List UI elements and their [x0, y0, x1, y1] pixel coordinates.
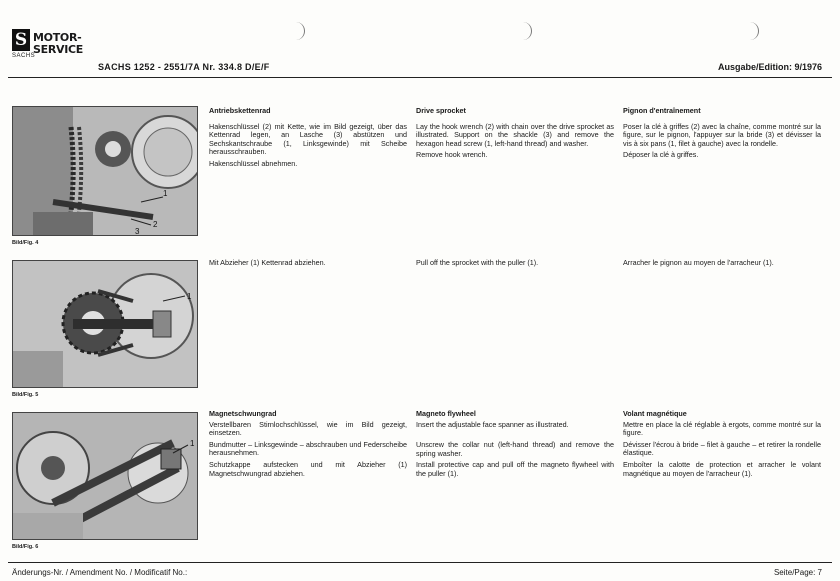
logo-line-1: MOTOR-: [33, 31, 82, 44]
figure-6-caption: Bild/Fig. 6: [12, 544, 39, 550]
paragraph: Bundmutter – Linksgewinde – abschrauben und Federscheibe herausnehmen.: [209, 439, 407, 458]
paragraph: Arracher le pignon au moyen de l'arracheur (1).: [623, 258, 774, 267]
section-3-german: [209, 410, 407, 481]
paragraph: Poser la clé à griffes (2) avec la chaîne, comme montré sur la figure, sur le pignon, l'appuyer sur la bride (3) et dévisser la vis à six pans (1, filet à gauche) avec la rondelle.: [623, 121, 821, 148]
paragraph: Pull off the sprocket with the puller (1).: [416, 258, 539, 267]
sachs-motor-service-logo: [12, 29, 83, 69]
page-number: Seite/Page: 7: [773, 568, 822, 577]
paragraph: Mettre en place la clé réglable à ergots, comme montré sur la figure.: [623, 419, 821, 438]
logo-s-mark: S: [12, 29, 30, 51]
section-3-french: [623, 410, 821, 481]
paragraph: Remove hook wrench.: [416, 150, 488, 160]
logo-line-2: SERVICE: [33, 43, 83, 56]
heading-de: Magnetschwungrad: [209, 409, 277, 418]
section-1-french: [623, 107, 821, 163]
section-1-english: [416, 107, 614, 163]
model-number: SACHS 1252 - 2551/7A Nr. 334.8 D/E/F: [98, 62, 270, 72]
figure-4-caption: Bild/Fig. 4: [12, 240, 39, 246]
paragraph: Schutzkappe aufstecken und mit Abzieher (1) Magnetschwungrad abziehen.: [209, 459, 407, 478]
edition: Ausgabe/Edition: 9/1976: [717, 62, 822, 72]
amendment-number: Änderungs-Nr. / Amendment No. / Modificatif No.:: [12, 568, 188, 577]
header-rule: [8, 77, 832, 78]
paragraph: Hakenschlüssel (2) mit Kette, wie im Bild gezeigt, über das Kettenrad legen, an Lasche (3) abstützen und Sechskantschraube (1, Linksgewinde) mit Scheibe herausschrauben.: [209, 121, 407, 157]
paragraph: Emboîter la calotte de protection et arracher le volant magnétique au moyen de l'arracheur (1).: [623, 459, 821, 478]
callout-number: 1: [163, 189, 168, 198]
section-1-german: [209, 107, 407, 172]
paragraph: Dévisser l'écrou à bride – filet à gauche – et retirer la rondelle élastique.: [623, 439, 821, 458]
paragraph: Insert the adjustable face spanner as illustrated.: [416, 419, 569, 429]
punch-hole: [523, 22, 532, 40]
heading-de: Antriebskettenrad: [209, 106, 271, 115]
section-2-german: [209, 259, 407, 271]
heading-fr: Volant magnétique: [623, 409, 687, 418]
callout-number: 3: [135, 227, 140, 235]
footer-rule: [8, 562, 832, 563]
paragraph: Unscrew the collar nut (left-hand thread) and remove the spring washer.: [416, 440, 614, 458]
logo-brand: SACHS: [12, 53, 36, 59]
paragraph: Install protective cap and pull off the magneto flywheel with the puller (1).: [416, 460, 614, 478]
paragraph: Hakenschlüssel abnehmen.: [209, 158, 298, 168]
figure-6-photo: [12, 412, 198, 540]
section-2-french: [623, 259, 821, 271]
figure-5-photo: [12, 260, 198, 388]
section-2-english: [416, 259, 614, 271]
callout-number: 1: [187, 292, 192, 301]
callout-number: 2: [153, 220, 158, 229]
section-3-english: [416, 410, 614, 482]
callout-number: 1: [190, 439, 195, 448]
heading-en: Drive sprocket: [416, 106, 466, 115]
heading-fr: Pignon d'entraînement: [623, 106, 701, 115]
punch-hole: [750, 22, 759, 40]
punch-hole: [296, 22, 305, 40]
figure-4-photo: [12, 106, 198, 236]
paragraph: Lay the hook wrench (2) with chain over the drive sprocket as illustrated. Support on the shackle (3) and remove the hexagon head screw (1, left-hand thread) and washer.: [416, 121, 614, 148]
paragraph: Mit Abzieher (1) Kettenrad abziehen.: [209, 258, 326, 267]
heading-en: Magneto flywheel: [416, 409, 476, 418]
figure-5-caption: Bild/Fig. 5: [12, 392, 39, 398]
paragraph: Verstellbaren Stirnlochschlüssel, wie im Bild gezeigt, einsetzen.: [209, 419, 407, 438]
paragraph: Déposer la clé à griffes.: [623, 150, 699, 160]
